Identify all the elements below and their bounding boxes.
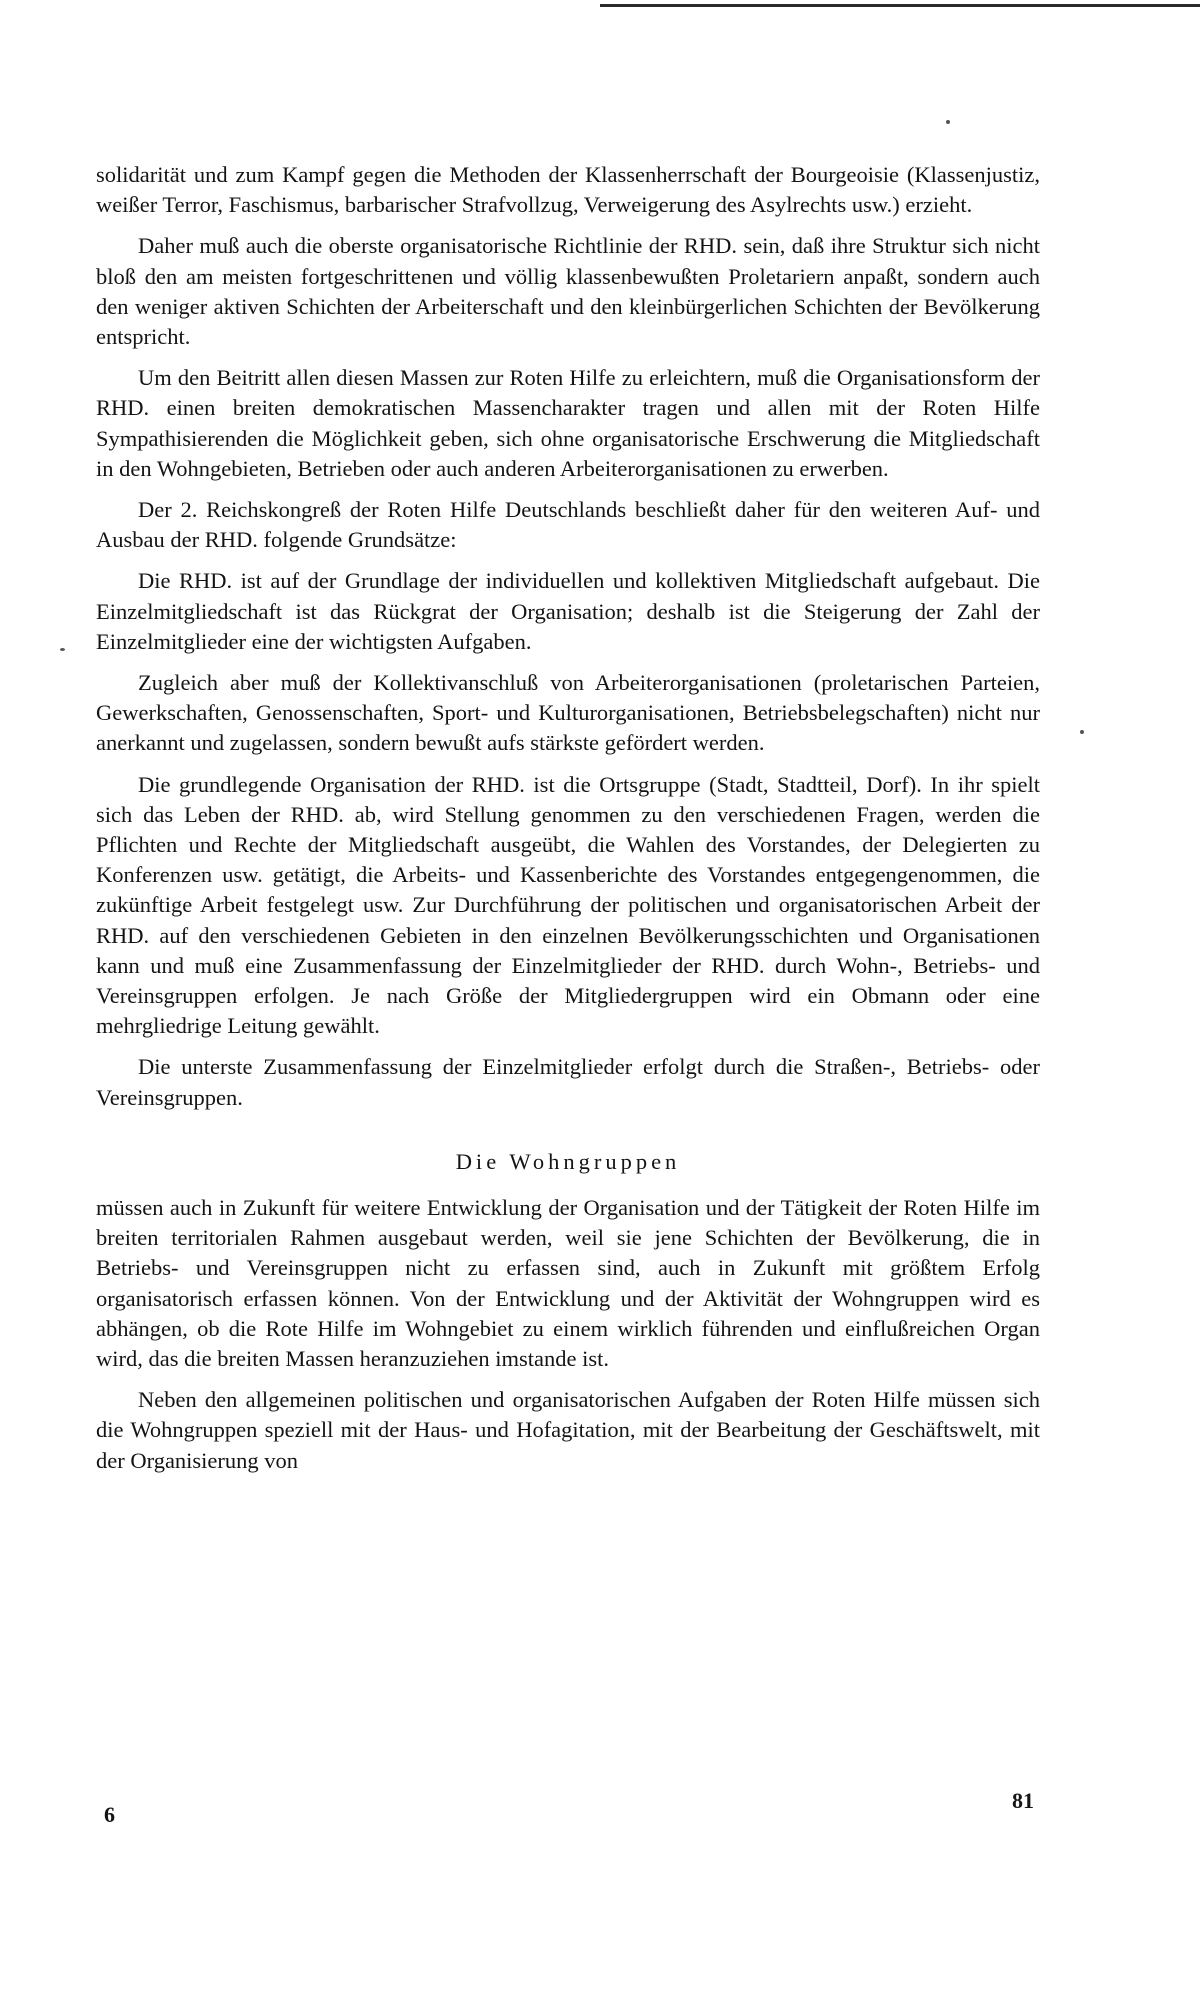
print-speck: [1080, 730, 1084, 734]
page-body: [96, 160, 1040, 1487]
paragraph-2: Daher muß auch die oberste organisatorische Richtlinie der RHD. sein, daß ihre Struktur sich nicht bloß den am meisten fortgeschrittenen und völlig klassenbewußten Proletariern anpaßt, sondern auch den weniger aktiven Schichten der Arbeiterschaft und den kleinbürgerlichen Schichten der Bevölkerung entspricht.: [96, 233, 1040, 350]
print-speck: [60, 648, 65, 651]
top-rule: [600, 4, 1200, 7]
paragraph-8: Die unterste Zusammenfassung der Einzelmitglieder erfolgt durch die Straßen-, Betriebs- oder Vereinsgruppen.: [96, 1054, 1040, 1110]
paragraph-1: solidarität und zum Kampf gegen die Methoden der Klassenherrschaft der Bourgeoisie (Klassenjustiz, weißer Terror, Faschismus, barbarischer Strafvollzug, Verweigerung des Asylrechts usw.) erzieht.: [96, 162, 1040, 218]
signature-mark: 6: [104, 1802, 115, 1827]
paragraph-10: Neben den allgemeinen politischen und organisatorischen Aufgaben der Roten Hilfe müssen sich die Wohngruppen speziell mit der Haus- und Hofagitation, mit der Bearbeitung der Geschäftswelt, mit der Organisierung von: [96, 1387, 1040, 1473]
paragraph-5: Die RHD. ist auf der Grundlage der individuellen und kollektiven Mitgliedschaft aufgebaut. Die Einzelmitgliedschaft ist das Rückgrat der Organisation; deshalb ist die Steigerung der Zahl der Einzelmitglieder eine der wichtigsten Aufgaben.: [96, 568, 1040, 654]
print-speck: [946, 120, 950, 124]
paragraph-7: Die grundlegende Organisation der RHD. ist die Ortsgruppe (Stadt, Stadtteil, Dorf). In ihr spielt sich das Leben der RHD. ab, wird Stellung genommen zu den verschiedenen Fragen, werden die Pflichten und Rechte der Mitgliedschaft ausgeübt, die Wahlen des Vorstandes, der Delegierten zu Konferenzen usw. getätigt, die Arbeits- und Kassenberichte des Vorstandes entgegengenommen, die zukünftige Arbeit festgelegt usw. Zur Durchführung der politischen und organisatorischen Arbeit der RHD. auf den verschiedenen Gebieten in den einzelnen Bevölkerungsschichten und Organisationen kann und muß eine Zusammenfassung der Einzelmitglieder der RHD. durch Wohn-, Betriebs- und Vereinsgruppen erfolgen. Je nach Größe der Mitgliedergruppen wird ein Obmann oder eine mehrgliedrige Leitung gewählt.: [96, 771, 1040, 1039]
paragraph-4: Der 2. Reichskongreß der Roten Hilfe Deutschlands beschließt daher für den weiteren Auf- und Ausbau der RHD. folgende Grundsätze:: [96, 497, 1040, 553]
paragraph-9: müssen auch in Zukunft für weitere Entwicklung der Organisation und der Tätigkeit der Roten Hilfe im breiten territorialen Rahmen ausgebaut werden, weil sie jene Schichten der Bevölkerung, die in Betriebs- und Vereinsgruppen nicht zu erfassen sind, auch in Zukunft mit größtem Erfolg organisatorisch erfassen können. Von der Entwicklung und der Aktivität der Wohngruppen wird es abhängen, ob die Rote Hilfe im Wohngebiet zu einem wirklich führenden und einflußreichen Organ wird, das die breiten Massen heranzuziehen imstande ist.: [96, 1194, 1040, 1371]
paragraph-6: Zugleich aber muß der Kollektivanschluß von Arbeiterorganisationen (proletarischen Parteien, Gewerkschaften, Genossenschaften, Sport- und Kulturorganisationen, Betriebsbelegschaften) nicht nur anerkannt und zugelassen, sondern bewußt aufs stärkste gefördert werden.: [96, 670, 1040, 756]
paragraph-3: Um den Beitritt allen diesen Massen zur Roten Hilfe zu erleichtern, muß die Organisationsform der RHD. einen breiten demokratischen Massencharakter tragen und allen mit der Roten Hilfe Sympathisierenden die Möglichkeit geben, sich ohne organisatorische Erschwerung die Mitgliedschaft in den Wohngebieten, Betrieben oder auch anderen Arbeiterorganisationen zu erwerben.: [96, 365, 1040, 481]
section-heading: Die Wohngruppen: [455, 1148, 681, 1174]
page-number: 81: [1012, 1788, 1034, 1813]
